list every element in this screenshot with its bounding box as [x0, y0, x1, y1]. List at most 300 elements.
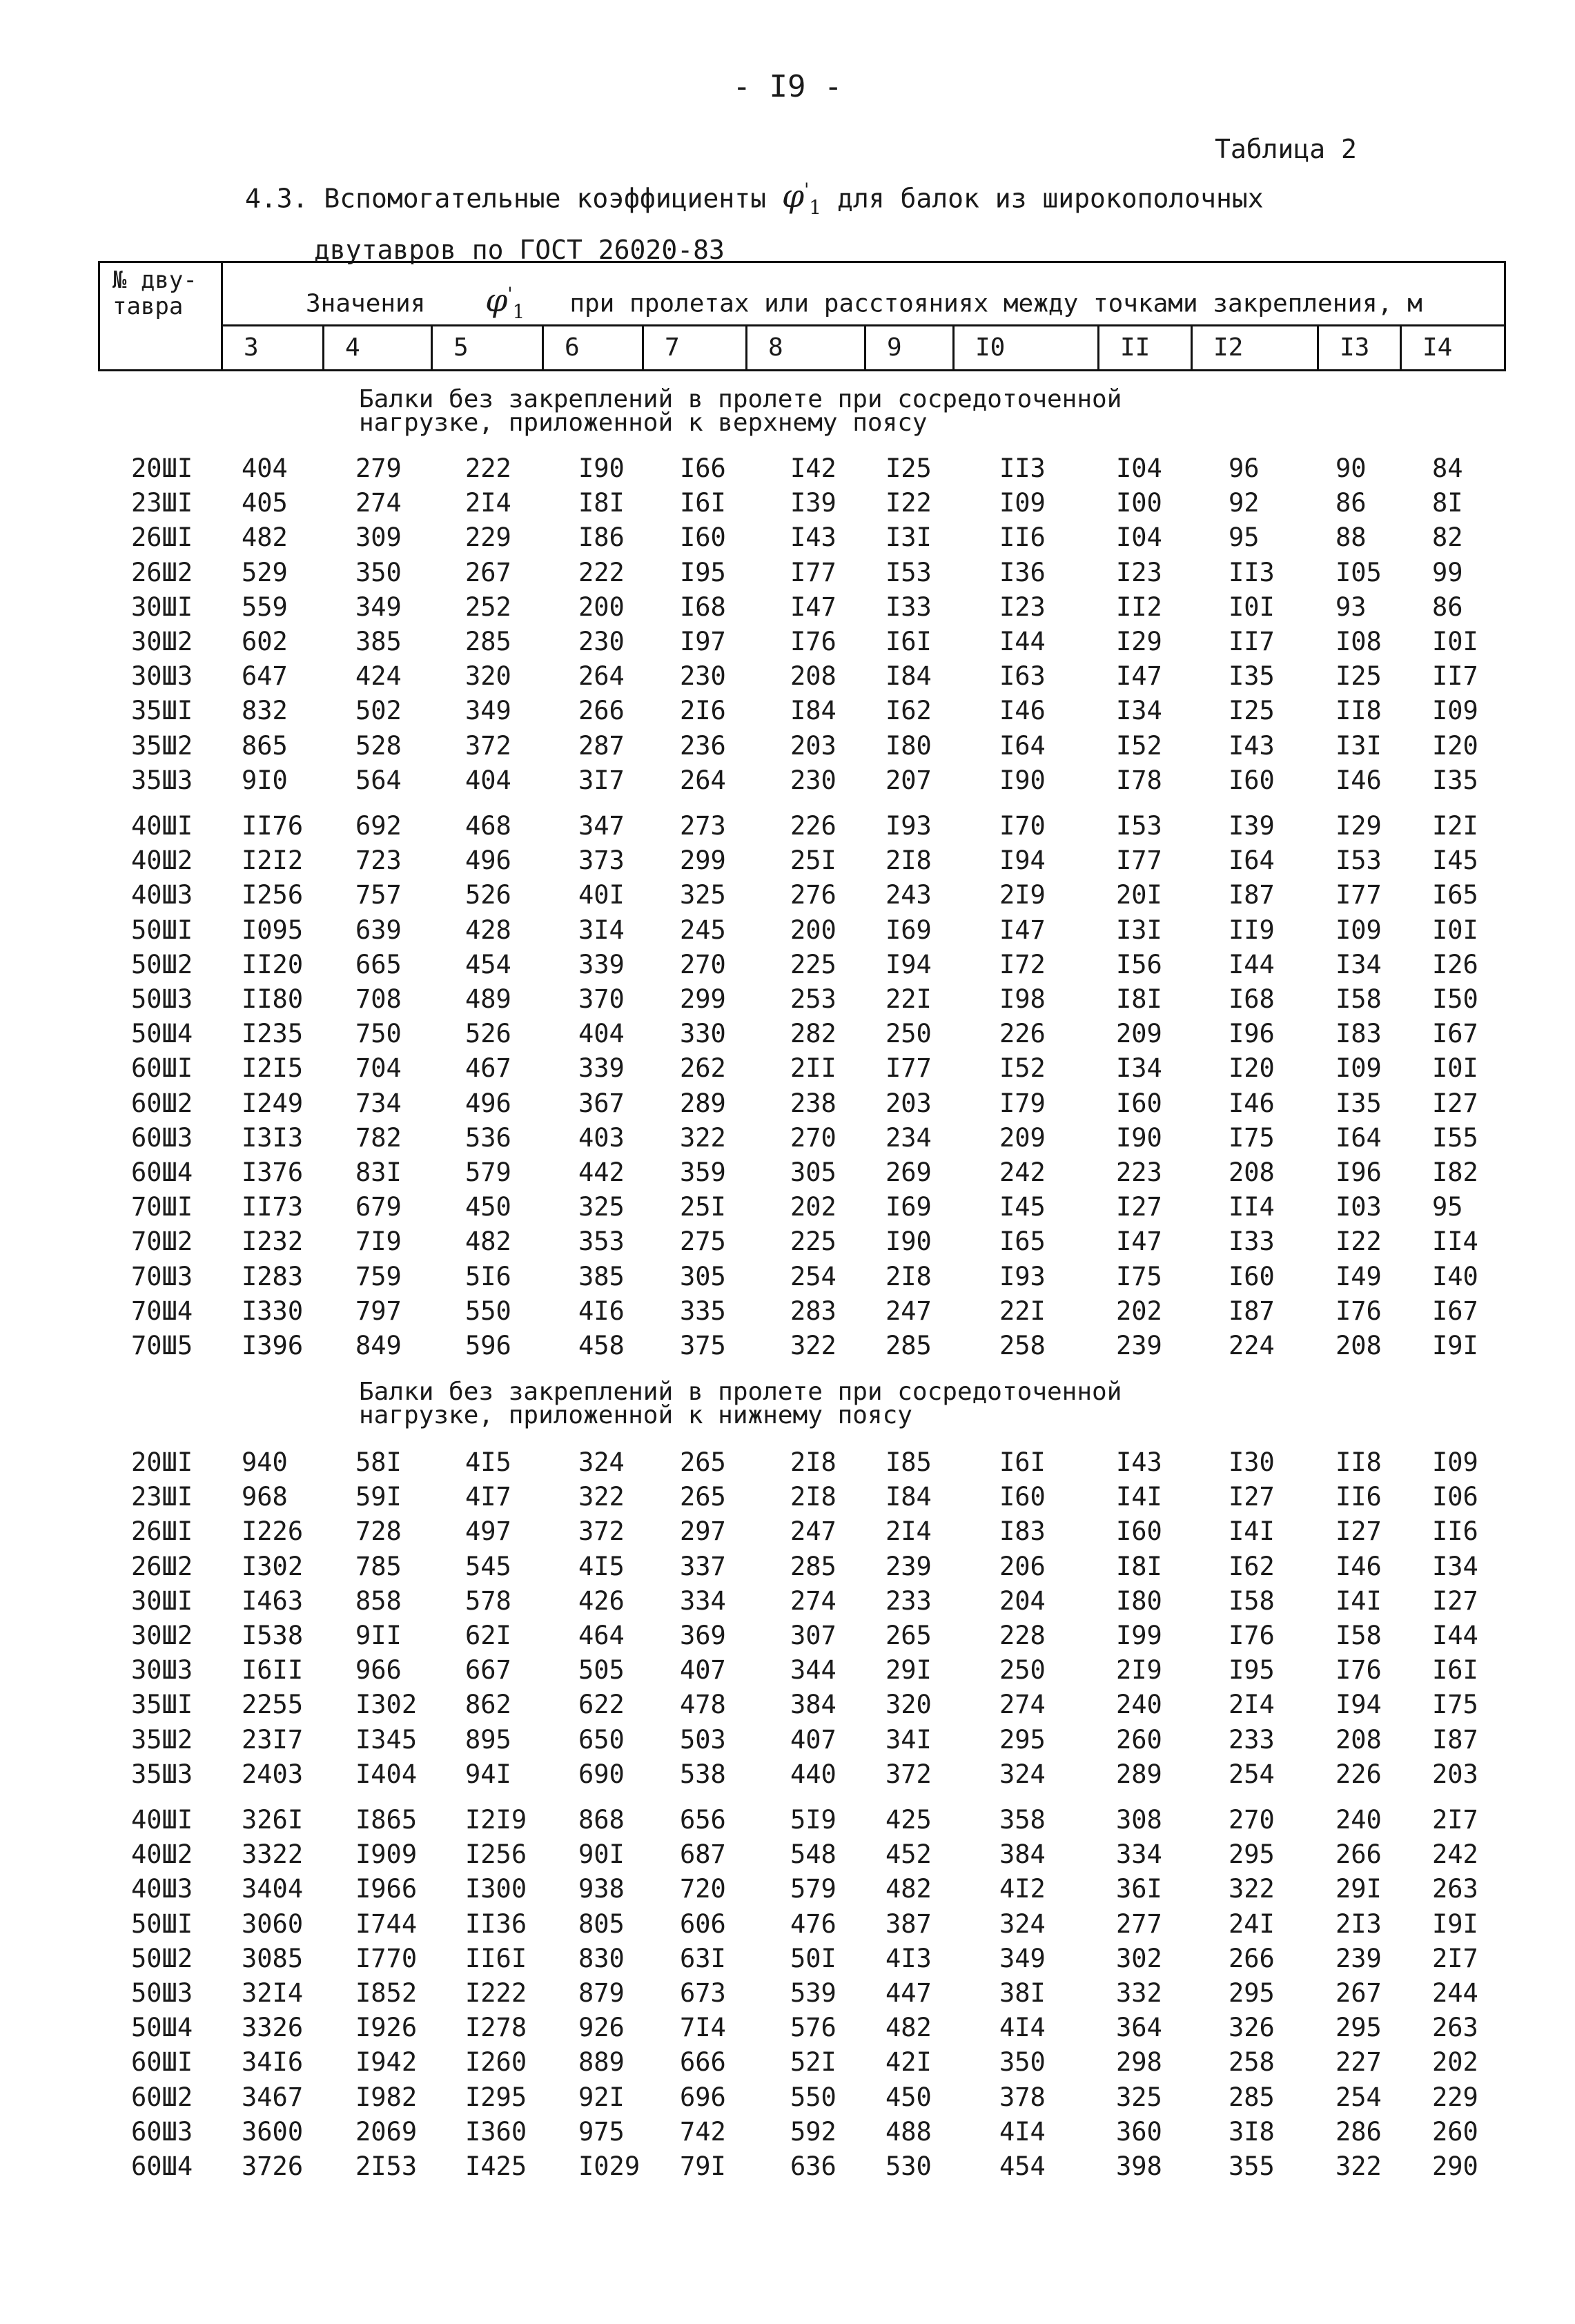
coefficient-cell: 24I [1229, 1908, 1275, 1939]
coefficient-cell: 734 [355, 1088, 402, 1118]
coefficient-cell: 529 [242, 557, 288, 587]
coefficient-cell: I256 [465, 1839, 527, 1870]
coefficient-cell: I55 [1432, 1122, 1478, 1153]
coefficient-cell: I33 [886, 592, 932, 622]
coefficient-cell: 50I [790, 1943, 837, 1973]
coefficient-cell: 2I8 [790, 1447, 837, 1477]
coefficient-cell: 355 [1229, 2151, 1275, 2181]
coefficient-cell: 233 [1229, 1724, 1275, 1755]
coefficient-cell: I22 [1336, 1227, 1382, 1257]
coefficient-cell: I744 [355, 1908, 418, 1939]
coefficient-cell: I283 [242, 1261, 304, 1291]
coefficient-cell: I75 [1432, 1690, 1478, 1720]
coefficient-cell: 2I6 [680, 696, 726, 726]
table-row [0, 520, 1575, 555]
coefficient-cell: I982 [355, 2082, 418, 2112]
coefficient-cell: 29I [1336, 1874, 1382, 1904]
table-caption [245, 170, 1264, 271]
coefficient-cell: 233 [886, 1585, 932, 1616]
coefficient-cell: I63 [999, 661, 1046, 692]
coefficient-cell: 8I [1432, 488, 1463, 518]
beam-designation: 60Ш4 [131, 1158, 193, 1187]
coefficient-cell: I53 [1336, 846, 1382, 876]
coefficient-cell: 295 [1229, 1839, 1275, 1870]
coefficient-cell: I6I [680, 488, 726, 518]
coefficient-cell: 326 [1229, 2013, 1275, 2043]
coefficient-cell: I60 [1116, 1516, 1162, 1547]
coefficient-cell: 297 [680, 1516, 726, 1547]
coefficient-cell: 2I7 [1432, 1943, 1478, 1973]
coefficient-cell: 464 [578, 1621, 625, 1650]
coefficient-cell: I75 [1229, 1122, 1275, 1153]
beam-designation: 40Ш2 [131, 846, 193, 876]
coefficient-cell: 720 [680, 1874, 726, 1904]
coefficient-cell: 2I8 [886, 1261, 932, 1291]
coefficient-cell: 279 [355, 453, 402, 483]
coefficient-cell: 244 [1432, 1978, 1478, 2008]
coefficient-cell: I232 [242, 1227, 304, 1257]
coefficient-cell: II3 [999, 453, 1046, 483]
beam-designation: 50Ш2 [131, 1943, 193, 1973]
table-header [98, 261, 1506, 371]
coefficient-cell: 344 [790, 1655, 837, 1686]
coefficient-cell: II3 [1229, 557, 1275, 587]
coefficient-cell: 252 [465, 592, 511, 622]
coefficient-cell: I25 [1229, 696, 1275, 726]
beam-designation: 40ШI [131, 811, 193, 841]
coefficient-cell: 482 [465, 1227, 511, 1257]
coefficient-cell: 2I4 [1229, 1690, 1275, 1720]
beam-designation: 35Ш3 [131, 765, 193, 795]
coefficient-cell: 4I4 [999, 2116, 1046, 2147]
coefficient-cell: 667 [465, 1655, 511, 1686]
coefficient-cell: 548 [790, 1839, 837, 1870]
coefficient-cell: 832 [242, 696, 288, 726]
coefficient-cell: 82 [1432, 523, 1463, 553]
coefficient-cell: I52 [999, 1053, 1046, 1084]
coefficient-cell: 830 [578, 1943, 625, 1973]
coefficient-cell: 687 [680, 1839, 726, 1870]
beam-designation: 50ШI [131, 915, 193, 945]
coefficient-cell: 372 [465, 730, 511, 761]
coefficient-cell: 229 [465, 523, 511, 553]
coefficient-cell: 258 [999, 1331, 1046, 1360]
coefficient-cell: 2I9 [999, 880, 1046, 910]
coefficient-cell: I47 [790, 592, 837, 622]
coefficient-cell: I45 [1432, 846, 1478, 876]
beam-designation: 30ШI [131, 1585, 193, 1616]
coefficient-cell: I66 [680, 453, 726, 483]
beam-designation: 26ШI [131, 523, 193, 553]
coefficient-cell: I69 [886, 915, 932, 945]
coefficient-cell: 253 [790, 984, 837, 1014]
coefficient-cell: I87 [1432, 1724, 1478, 1755]
coefficient-cell: 325 [578, 1192, 625, 1222]
coefficient-cell: I95 [1229, 1655, 1275, 1686]
coefficient-cell: 2I4 [465, 488, 511, 518]
coefficient-cell: 236 [680, 730, 726, 761]
coefficient-cell: 339 [578, 949, 625, 979]
coefficient-cell: I42 [790, 453, 837, 483]
coefficient-cell: 606 [680, 1908, 726, 1939]
coefficient-cell: 264 [680, 765, 726, 795]
coefficient-cell: II7 [1432, 661, 1478, 692]
coefficient-cell: 704 [355, 1053, 402, 1084]
coefficient-cell: 454 [999, 2151, 1046, 2181]
coefficient-cell: I34 [1336, 949, 1382, 979]
coefficient-cell: I926 [355, 2013, 418, 2043]
coefficient-cell: 322 [790, 1331, 837, 1360]
coefficient-cell: 350 [999, 2047, 1046, 2078]
coefficient-cell: 38I [999, 1978, 1046, 2008]
coefficient-cell: I78 [1116, 765, 1162, 795]
coefficient-cell: 650 [578, 1724, 625, 1755]
coefficient-cell: 295 [1229, 1978, 1275, 2008]
table-row [0, 1190, 1575, 1224]
table-row [0, 590, 1575, 625]
beam-designation: 50Ш3 [131, 1978, 193, 2008]
coefficient-cell: 759 [355, 1261, 402, 1291]
coefficient-cell: I029 [578, 2151, 640, 2181]
coefficient-cell: I69 [886, 1192, 932, 1222]
coefficient-cell: 2I3 [1336, 1908, 1382, 1939]
coefficient-cell: 25I [680, 1192, 726, 1222]
coefficient-cell: I93 [886, 811, 932, 841]
coefficient-cell: I67 [1432, 1019, 1478, 1049]
coefficient-cell: 325 [1116, 2082, 1162, 2112]
coefficient-cell: 269 [886, 1158, 932, 1187]
beam-designation: 60Ш3 [131, 1122, 193, 1153]
coefficient-cell: 3467 [242, 2082, 304, 2112]
beam-designation: 70Ш2 [131, 1227, 193, 1257]
coefficient-cell: I82 [1432, 1158, 1478, 1187]
coefficient-cell: 270 [790, 1122, 837, 1153]
coefficient-cell: 782 [355, 1122, 402, 1153]
coefficient-cell: 92 [1229, 488, 1260, 518]
coefficient-cell: I34 [1432, 1551, 1478, 1581]
coefficient-cell: I60 [1229, 765, 1275, 795]
coefficient-cell: 203 [886, 1088, 932, 1118]
coefficient-cell: 7I4 [680, 2013, 726, 2043]
coefficient-cell: 254 [790, 1261, 837, 1291]
coefficient-cell: 305 [790, 1158, 837, 1187]
coefficient-cell: 86 [1336, 488, 1367, 518]
coefficient-cell: 52I [790, 2047, 837, 2078]
coefficient-cell: I33 [1229, 1227, 1275, 1257]
coefficient-cell: 79I [680, 2151, 726, 2181]
coefficient-cell: 242 [999, 1158, 1046, 1187]
coefficient-cell: I235 [242, 1019, 304, 1049]
coefficient-cell: 385 [355, 627, 402, 656]
coefficient-cell: 496 [465, 846, 511, 876]
coefficient-cell: 440 [790, 1759, 837, 1789]
coefficient-cell: I300 [465, 1874, 527, 1904]
coefficient-cell: 260 [1432, 2116, 1478, 2147]
coefficient-cell: 286 [1336, 2116, 1382, 2147]
coefficient-cell: I09 [1336, 1053, 1382, 1084]
coefficient-cell: I83 [1336, 1019, 1382, 1049]
table-row [0, 556, 1575, 590]
coefficient-cell: 250 [999, 1655, 1046, 1686]
header-span-cell: 5 [433, 326, 544, 369]
coefficient-cell: 322 [1229, 1874, 1275, 1904]
table-row [0, 729, 1575, 763]
coefficient-cell: I43 [790, 523, 837, 553]
coefficient-cell: 339 [578, 1053, 625, 1084]
coefficient-cell: 207 [886, 765, 932, 795]
coefficient-cell: 325 [680, 880, 726, 910]
coefficient-cell: 22I [999, 1296, 1046, 1326]
coefficient-cell: 349 [355, 592, 402, 622]
coefficient-cell: 458 [578, 1331, 625, 1360]
coefficient-cell: 407 [680, 1655, 726, 1686]
beam-designation: 60ШI [131, 2047, 193, 2078]
coefficient-cell: 723 [355, 846, 402, 876]
coefficient-cell: 208 [1229, 1158, 1275, 1187]
coefficient-cell: I4I [1229, 1516, 1275, 1547]
coefficient-cell: II76 [242, 811, 304, 841]
coefficient-cell: 299 [680, 846, 726, 876]
coefficient-cell: 5I6 [465, 1261, 511, 1291]
beam-designation: 23ШI [131, 1482, 193, 1512]
coefficient-cell: II6 [1336, 1482, 1382, 1512]
coefficient-cell: 240 [1336, 1805, 1382, 1835]
coefficient-cell: 545 [465, 1551, 511, 1581]
coefficient-cell: 93 [1336, 592, 1367, 622]
coefficient-cell: I85 [886, 1447, 932, 1477]
coefficient-cell: II7 [1229, 627, 1275, 656]
coefficient-cell: 59I [355, 1482, 402, 1512]
coefficient-cell: 267 [465, 557, 511, 587]
coefficient-cell: I08 [1336, 627, 1382, 656]
coefficient-cell: I39 [790, 488, 837, 518]
coefficient-cell: I8I [578, 488, 625, 518]
beam-designation: 26Ш2 [131, 557, 193, 587]
coefficient-cell: 385 [578, 1261, 625, 1291]
coefficient-cell: 88 [1336, 523, 1367, 553]
coefficient-cell: 496 [465, 1088, 511, 1118]
coefficient-cell: 849 [355, 1331, 402, 1360]
coefficient-cell: 5I9 [790, 1805, 837, 1835]
coefficient-cell: I27 [1432, 1585, 1478, 1616]
coefficient-cell: 926 [578, 2013, 625, 2043]
coefficient-cell: 442 [578, 1158, 625, 1187]
coefficient-cell: II80 [242, 984, 304, 1014]
table-row [0, 2045, 1575, 2080]
coefficient-cell: I64 [1229, 846, 1275, 876]
coefficient-cell: 266 [578, 696, 625, 726]
coefficient-cell: I80 [886, 730, 932, 761]
coefficient-cell: 3600 [242, 2116, 304, 2147]
coefficient-cell: 265 [886, 1621, 932, 1650]
coefficient-cell: 239 [1336, 1943, 1382, 1973]
table-row [0, 1803, 1575, 1837]
coefficient-cell: 285 [465, 627, 511, 656]
coefficient-cell: 2I53 [355, 2151, 418, 2181]
coefficient-cell: 526 [465, 1019, 511, 1049]
coefficient-cell: I302 [355, 1690, 418, 1720]
coefficient-cell: 2I8 [886, 846, 932, 876]
header-span-cell: 6 [544, 326, 644, 369]
coefficient-cell: I50 [1432, 984, 1478, 1014]
coefficient-cell: I94 [1336, 1690, 1382, 1720]
coefficient-cell: 359 [680, 1158, 726, 1187]
coefficient-cell: 502 [355, 696, 402, 726]
coefficient-cell: I86 [578, 523, 625, 553]
coefficient-cell: 226 [999, 1019, 1046, 1049]
beam-designation: 30Ш2 [131, 627, 193, 656]
coefficient-cell: 364 [1116, 2013, 1162, 2043]
coefficient-cell: 225 [790, 1227, 837, 1257]
coefficient-cell: 482 [242, 523, 288, 553]
coefficient-cell: I23 [1116, 557, 1162, 587]
coefficient-cell: 505 [578, 1655, 625, 1686]
coefficient-cell: 622 [578, 1690, 625, 1720]
coefficient-cell: I0I [1432, 1053, 1478, 1084]
coefficient-cell: 728 [355, 1516, 402, 1547]
coefficient-cell: 320 [886, 1690, 932, 1720]
coefficient-cell: 539 [790, 1978, 837, 2008]
beam-designation: 30ШI [131, 592, 193, 622]
header-values-title: Значения $\varphi'_1$ при пролетах или расстояниях между точками закрепления, м [223, 263, 1504, 326]
coefficient-cell: 564 [355, 765, 402, 795]
coefficient-cell: I46 [1336, 765, 1382, 795]
table-row [0, 948, 1575, 982]
coefficient-cell: 247 [886, 1296, 932, 1326]
coefficient-cell: I27 [1116, 1192, 1162, 1222]
coefficient-cell: 23I7 [242, 1724, 304, 1755]
coefficient-cell: 940 [242, 1447, 288, 1477]
coefficient-cell: 206 [999, 1551, 1046, 1581]
coefficient-cell: 262 [680, 1053, 726, 1084]
coefficient-cell: 63I [680, 1943, 726, 1973]
coefficient-cell: I09 [1432, 696, 1478, 726]
section-title: Балки без закреплений в пролете при сосредоточенной нагрузке, приложенной к нижнему поясу [359, 1378, 1122, 1429]
header-beam-number: № дву- тавра [100, 263, 223, 369]
coefficient-cell: 266 [1229, 1943, 1275, 1973]
coefficient-cell: 334 [680, 1585, 726, 1616]
coefficient-cell: 202 [790, 1192, 837, 1222]
coefficient-cell: I94 [999, 846, 1046, 876]
coefficient-cell: I52 [1116, 730, 1162, 761]
coefficient-cell: 239 [1116, 1331, 1162, 1360]
coefficient-cell: 94I [465, 1759, 511, 1789]
table-row [0, 913, 1575, 948]
coefficient-cell: I83 [999, 1516, 1046, 1547]
beam-designation: 70Ш4 [131, 1296, 193, 1326]
beam-designation: 35Ш3 [131, 1759, 193, 1789]
coefficient-cell: I0I [1432, 915, 1478, 945]
coefficient-cell: I25 [886, 453, 932, 483]
coefficient-cell: I49 [1336, 1261, 1382, 1291]
coefficient-cell: I90 [999, 765, 1046, 795]
coefficient-cell: I770 [355, 1943, 418, 1973]
coefficient-cell: 90 [1336, 453, 1367, 483]
coefficient-cell: 428 [465, 915, 511, 945]
coefficient-cell: 2II [790, 1053, 837, 1084]
coefficient-cell: 488 [886, 2116, 932, 2147]
coefficient-cell: 208 [790, 661, 837, 692]
coefficient-cell: I65 [999, 1227, 1046, 1257]
coefficient-cell: 596 [465, 1331, 511, 1360]
coefficient-cell: 226 [790, 811, 837, 841]
coefficient-cell: 34I [886, 1724, 932, 1755]
beam-designation: 35Ш2 [131, 1724, 193, 1755]
coefficient-cell: 360 [1116, 2116, 1162, 2147]
coefficient-cell: 3I4 [578, 915, 625, 945]
coefficient-cell: 260 [1116, 1724, 1162, 1755]
coefficient-cell: 3322 [242, 1839, 304, 1870]
coefficient-cell: 267 [1336, 1978, 1382, 2008]
coefficient-cell: I90 [886, 1227, 932, 1257]
coefficient-cell: I43 [1116, 1447, 1162, 1477]
coefficient-cell: I87 [1229, 880, 1275, 910]
coefficient-cell: 295 [999, 1724, 1046, 1755]
table-row [0, 2115, 1575, 2149]
table-row [0, 1017, 1575, 1051]
coefficient-cell: I44 [1229, 949, 1275, 979]
coefficient-cell: I60 [1116, 1088, 1162, 1118]
coefficient-cell: I29 [1336, 811, 1382, 841]
coefficient-cell: 4I5 [465, 1447, 511, 1477]
coefficient-cell: 349 [999, 1943, 1046, 1973]
coefficient-cell: I96 [1336, 1158, 1382, 1187]
coefficient-cell: 92I [578, 2082, 625, 2112]
coefficient-cell: 222 [578, 557, 625, 587]
table-row [0, 1086, 1575, 1121]
coefficient-cell: 2069 [355, 2116, 418, 2147]
page-number: - I9 - [732, 69, 843, 104]
coefficient-cell: I90 [1116, 1122, 1162, 1153]
table-row [0, 1723, 1575, 1757]
coefficient-cell: I35 [1336, 1088, 1382, 1118]
table-row [0, 1514, 1575, 1549]
coefficient-cell: I84 [790, 696, 837, 726]
coefficient-cell: I3I [1116, 915, 1162, 945]
coefficient-cell: 858 [355, 1585, 402, 1616]
coefficient-cell: I2I2 [242, 846, 304, 876]
table-row [0, 1584, 1575, 1619]
coefficient-cell: I34 [1116, 1053, 1162, 1084]
coefficient-cell: 2I4 [886, 1516, 932, 1547]
coefficient-cell: 34I6 [242, 2047, 304, 2078]
beam-designation: 60Ш4 [131, 2151, 193, 2181]
coefficient-cell: II9 [1229, 915, 1275, 945]
coefficient-cell: 347 [578, 811, 625, 841]
coefficient-cell: I76 [790, 627, 837, 656]
table-row [0, 843, 1575, 878]
coefficient-cell: I00 [1116, 488, 1162, 518]
coefficient-cell: 36I [1116, 1874, 1162, 1904]
coefficient-cell: 226 [1336, 1759, 1382, 1789]
coefficient-cell: 579 [790, 1874, 837, 1904]
coefficient-cell: 2I8 [790, 1482, 837, 1512]
coefficient-cell: 322 [680, 1122, 726, 1153]
coefficient-cell: 578 [465, 1585, 511, 1616]
coefficient-cell: 222 [465, 453, 511, 483]
coefficient-cell: 375 [680, 1331, 726, 1360]
beam-designation: 40Ш3 [131, 1874, 193, 1904]
beam-designation: 70ШI [131, 1192, 193, 1222]
coefficient-cell: I295 [465, 2082, 527, 2112]
coefficient-cell: I77 [886, 1053, 932, 1084]
coefficient-cell: 277 [1116, 1908, 1162, 1939]
coefficient-cell: 785 [355, 1551, 402, 1581]
header-span-cell: 8 [747, 326, 866, 369]
coefficient-cell: I6I [1432, 1655, 1478, 1686]
coefficient-cell: 879 [578, 1978, 625, 2008]
coefficient-cell: II4 [1229, 1192, 1275, 1222]
